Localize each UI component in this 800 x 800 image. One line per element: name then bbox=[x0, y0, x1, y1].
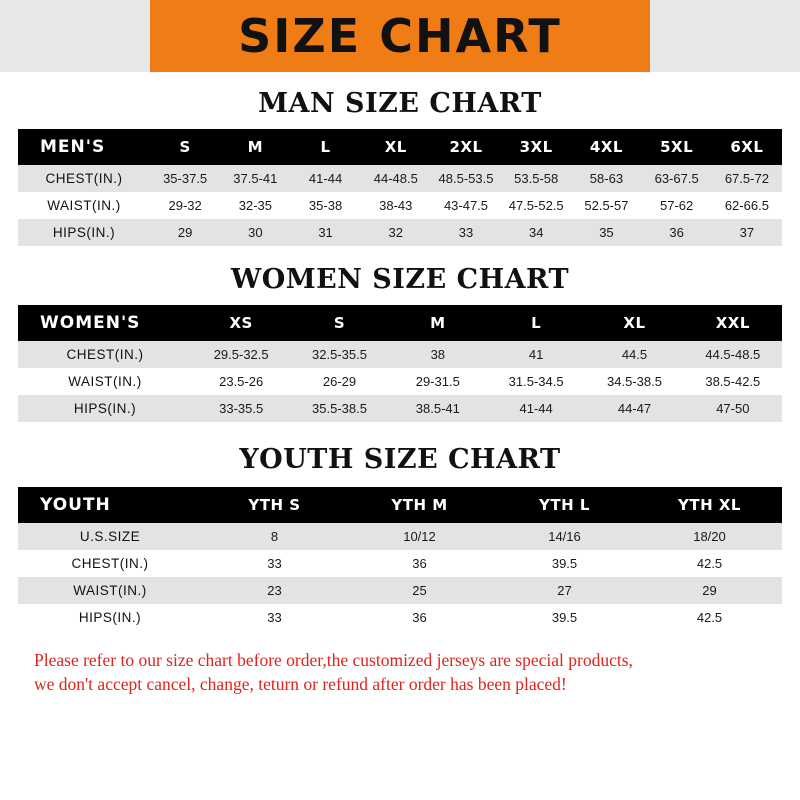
table-cell: 31.5-34.5 bbox=[508, 374, 564, 389]
column-header: L bbox=[531, 314, 542, 332]
table-cell: 14/16 bbox=[548, 529, 581, 544]
table-cell: 47.5-52.5 bbox=[508, 198, 564, 213]
column-header: YTH S bbox=[248, 496, 301, 514]
youth-section-title: YOUTH SIZE CHART bbox=[239, 444, 561, 475]
column-header: XL bbox=[384, 138, 407, 156]
table-cell: 57-62 bbox=[660, 198, 694, 213]
table-cell: 29 bbox=[177, 225, 193, 240]
table-cell: 29 bbox=[702, 583, 717, 598]
column-header: XS bbox=[229, 314, 253, 332]
column-header: 5XL bbox=[660, 138, 694, 156]
table-header-row bbox=[18, 305, 782, 341]
table-cell: 42.5 bbox=[696, 610, 723, 625]
column-header: MEN'S bbox=[40, 137, 106, 157]
table-cell: 31 bbox=[318, 225, 333, 240]
table-row bbox=[18, 368, 782, 395]
table-cell: 8 bbox=[270, 529, 279, 544]
table-cell: 53.5-58 bbox=[514, 171, 559, 186]
table-cell: 33-35.5 bbox=[219, 401, 264, 416]
row-label: CHEST(IN.) bbox=[71, 556, 149, 571]
table-header-row bbox=[18, 129, 782, 165]
header-band bbox=[0, 0, 800, 72]
table-cell: 33 bbox=[267, 556, 282, 571]
column-header: YTH L bbox=[539, 496, 590, 514]
table-cell: 43-47.5 bbox=[443, 198, 489, 213]
table-row bbox=[18, 604, 782, 631]
table-cell: 10/12 bbox=[403, 529, 436, 544]
table-row bbox=[18, 577, 782, 604]
notice-line-2: we don't accept cancel, change, teturn or refund after order has been placed! bbox=[34, 673, 567, 694]
table-cell: 29.5-32.5 bbox=[213, 347, 269, 362]
column-header: WOMEN'S bbox=[40, 313, 141, 333]
column-header: M bbox=[247, 138, 264, 156]
table-cell: 39.5 bbox=[551, 556, 578, 571]
table-cell: 37 bbox=[739, 225, 755, 240]
table-cell: 41-44 bbox=[519, 401, 553, 416]
table-cell: 48.5-53.5 bbox=[438, 171, 494, 186]
column-header: XXL bbox=[715, 314, 750, 332]
table-cell: 41 bbox=[528, 347, 544, 362]
row-label: HIPS(IN.) bbox=[78, 610, 142, 625]
table-cell: 26-29 bbox=[322, 374, 357, 389]
row-label: WAIST(IN.) bbox=[73, 583, 147, 598]
table-cell: 23.5-26 bbox=[219, 374, 264, 389]
table-cell: 39.5 bbox=[551, 610, 578, 625]
column-header: L bbox=[320, 138, 331, 156]
row-label: CHEST(IN.) bbox=[66, 347, 144, 362]
table-cell: 38.5-41 bbox=[415, 401, 460, 416]
table-cell: 38-43 bbox=[379, 198, 413, 213]
youth-size-table bbox=[18, 487, 782, 631]
column-header: M bbox=[430, 314, 446, 332]
table-cell: 44-47 bbox=[617, 401, 652, 416]
table-row bbox=[18, 192, 782, 219]
column-header: XL bbox=[623, 314, 646, 332]
man-section-title: MAN SIZE CHART bbox=[258, 88, 542, 119]
table-cell: 44-48.5 bbox=[373, 171, 418, 186]
row-label: HIPS(IN.) bbox=[73, 401, 137, 416]
table-cell: 27 bbox=[557, 583, 572, 598]
table-cell: 62-66.5 bbox=[724, 198, 769, 213]
page-title: SIZE CHART bbox=[238, 9, 562, 63]
women-section-title: WOMEN SIZE CHART bbox=[230, 264, 570, 295]
column-header: YOUTH bbox=[40, 495, 111, 515]
table-cell: 34 bbox=[528, 225, 544, 240]
column-header: 2XL bbox=[449, 138, 483, 156]
man-size-table bbox=[18, 129, 782, 246]
table-row bbox=[18, 165, 782, 192]
column-header: YTH M bbox=[391, 496, 448, 514]
table-cell: 34.5-38.5 bbox=[607, 374, 662, 389]
table-row bbox=[18, 219, 782, 246]
table-header-row bbox=[18, 487, 782, 523]
table-cell: 32.5-35.5 bbox=[312, 347, 367, 362]
table-cell: 41-44 bbox=[308, 171, 343, 186]
content-area bbox=[0, 88, 800, 696]
table-row bbox=[18, 395, 782, 422]
table-cell: 29-31.5 bbox=[415, 374, 460, 389]
table-cell: 36 bbox=[669, 225, 684, 240]
column-header: 3XL bbox=[519, 138, 553, 156]
table-cell: 30 bbox=[248, 225, 263, 240]
table-cell: 52.5-57 bbox=[584, 198, 629, 213]
table-cell: 35.5-38.5 bbox=[312, 401, 367, 416]
column-header: 4XL bbox=[589, 138, 623, 156]
table-cell: 32-35 bbox=[238, 198, 272, 213]
table-row bbox=[18, 550, 782, 577]
column-header: YTH XL bbox=[678, 496, 741, 514]
column-header: S bbox=[333, 314, 346, 332]
table-cell: 37.5-41 bbox=[233, 171, 278, 186]
table-row bbox=[18, 341, 782, 368]
table-cell: 36 bbox=[412, 610, 427, 625]
table-cell: 35-37.5 bbox=[163, 171, 208, 186]
column-header: S bbox=[179, 138, 191, 156]
table-cell: 33 bbox=[458, 225, 474, 240]
table-cell: 32 bbox=[388, 225, 403, 240]
table-cell: 63-67.5 bbox=[654, 171, 699, 186]
notice-line-1: Please refer to our size chart before order,the customized jerseys are special products, bbox=[34, 650, 633, 670]
table-row bbox=[18, 523, 782, 550]
row-label: CHEST(IN.) bbox=[45, 171, 123, 186]
row-label: HIPS(IN.) bbox=[52, 225, 116, 240]
table-cell: 35-38 bbox=[308, 198, 343, 213]
table-cell: 47-50 bbox=[716, 401, 750, 416]
table-cell: 58-63 bbox=[589, 171, 624, 186]
women-size-table bbox=[18, 305, 782, 422]
table-cell: 23 bbox=[267, 583, 282, 598]
table-cell: 44.5 bbox=[621, 347, 648, 362]
table-cell: 29-32 bbox=[168, 198, 202, 213]
table-cell: 38 bbox=[430, 347, 446, 362]
table-cell: 18/20 bbox=[693, 529, 726, 544]
column-header: 6XL bbox=[730, 138, 764, 156]
row-label: WAIST(IN.) bbox=[47, 198, 121, 213]
notice-text bbox=[18, 649, 782, 696]
row-label: U.S.SIZE bbox=[79, 529, 141, 544]
table-cell: 42.5 bbox=[696, 556, 723, 571]
table-cell: 25 bbox=[412, 583, 427, 598]
table-cell: 38.5-42.5 bbox=[705, 374, 761, 389]
table-cell: 36 bbox=[412, 556, 427, 571]
table-cell: 33 bbox=[267, 610, 282, 625]
row-label: WAIST(IN.) bbox=[68, 374, 142, 389]
table-cell: 67.5-72 bbox=[724, 171, 769, 186]
table-cell: 44.5-48.5 bbox=[705, 347, 761, 362]
table-cell: 35 bbox=[599, 225, 614, 240]
